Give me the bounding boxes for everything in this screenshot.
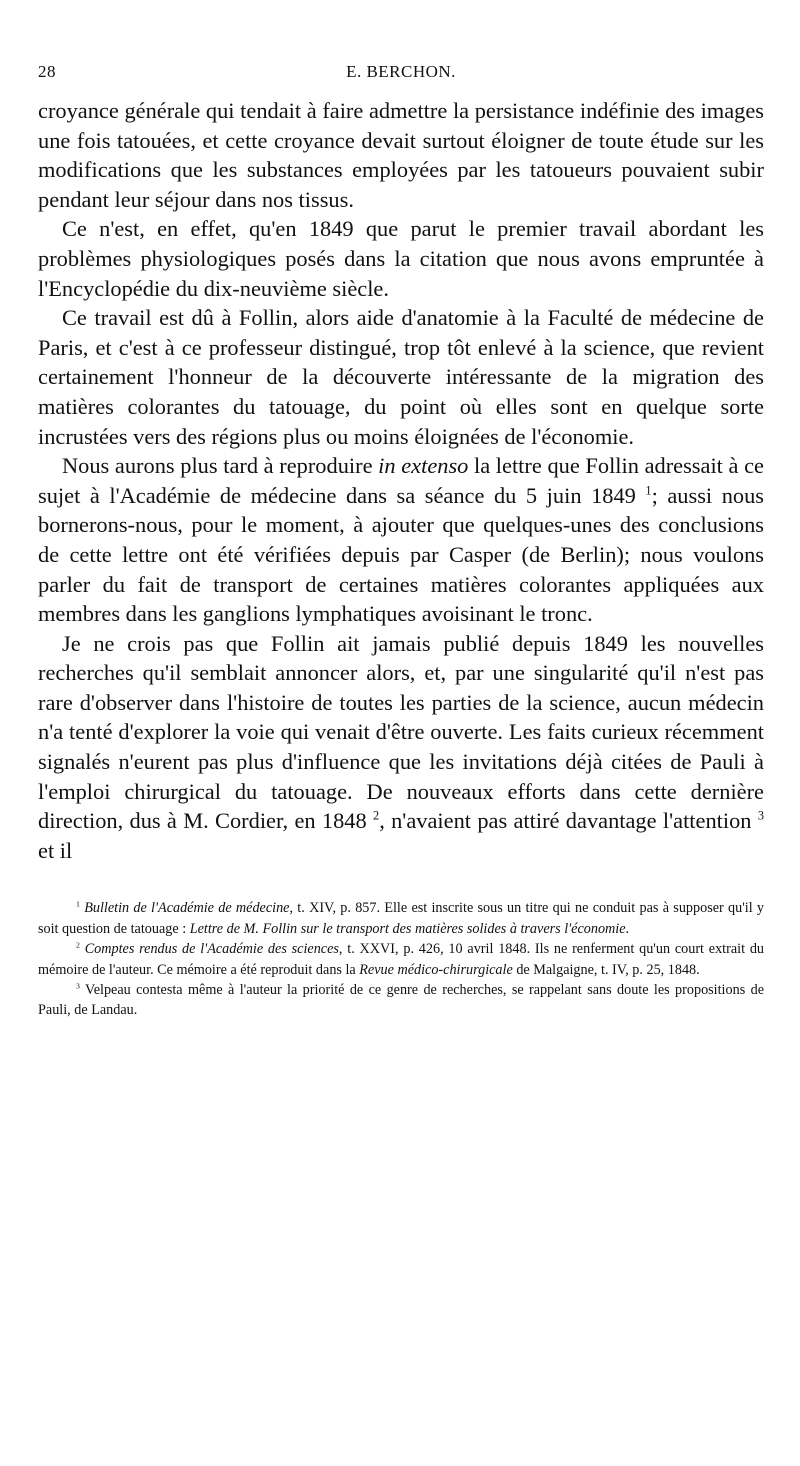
text-run: Ce n'est, en effet, qu'en 1849 que parut le premier travail abordant les problèmes physiologiques posés dans la citation que nous avons empruntée à l'Encyclopédie du dix-neuvième siècle. — [38, 216, 764, 301]
text-run: , t. XXVI, p. 426, 10 avril 1848. Ils ne renferment qu'un court extrait du mémoire de l'auteur. Ce mémoire a été reproduit dans la — [38, 941, 765, 978]
paragraph — [38, 214, 764, 303]
text-run: Ce travail est dû à Follin, alors aide d'anatomie à la Faculté de médecine de Paris, et c'est à ce professeur distingué, trop tôt enlevé à la science, que revient certainement l'honneur de la découverte intéressante de la migration des matières colorantes du tatouage, du point où elles sont en quelque sorte incrustées vers des régions plus ou moins éloignées de l'économie. — [38, 305, 764, 449]
text-run: de Malgaigne, t. IV, p. 25, 1848. — [512, 961, 700, 978]
footnote-marker: 2 — [373, 808, 380, 823]
italic-text: Lettre de M. Follin sur le transport des matières solides à travers l'économie — [189, 920, 626, 937]
italic-text: Revue médico-chirurgicale — [359, 961, 513, 978]
italic-text: Bulletin de l'Académie de médecine — [84, 900, 290, 917]
paragraph — [38, 451, 764, 629]
footnote-marker: 1 — [76, 899, 80, 909]
footnote-marker: 1 — [645, 483, 652, 498]
text-run: . — [625, 920, 630, 937]
text-run: et il — [38, 837, 73, 863]
footnote-marker: 3 — [757, 808, 764, 823]
paragraph — [38, 303, 764, 451]
text-run: Nous aurons plus tard à reproduire — [62, 453, 379, 479]
text-run: Je ne crois pas que Follin ait jamais publié depuis 1849 les nouvelles recherches qu'il semblait annoncer alors, et, par une singularité qu'il n'est pas rare d'observer dans l'histoire de toutes les parties de la science, aucun médecin n'a tenté d'explorer la voie qui venait d'être ouverte. Les faits curieux récemment signalés n'eurent pas plus d'influence que les invitations déjà citées de Pauli à l'emploi chirurgical du tatouage. De nouveaux efforts dans cette dernière direction, dus à M. Cordier, en 1848 — [38, 630, 764, 834]
footnote — [38, 939, 764, 980]
italic-text: Comptes rendus de l'Académie des sciences — [84, 941, 339, 958]
main-text — [38, 96, 764, 865]
running-header — [38, 62, 764, 96]
footnotes — [38, 898, 764, 1020]
text-run: , n'avaient pas attiré davantage l'attention — [379, 808, 758, 834]
paragraph — [38, 629, 764, 866]
paragraph — [38, 96, 764, 214]
footnote — [38, 898, 764, 939]
footnote-marker: 3 — [76, 981, 80, 991]
book-page — [38, 62, 764, 1021]
page-number: 28 — [38, 62, 56, 81]
italic-text: in extenso — [378, 453, 469, 479]
text-run: croyance générale qui tendait à faire admettre la persistance indéfinie des images une fois tatouées, et cette croyance devait surtout éloigner de toute étude sur les modifications que les substances employées par les tatoueurs pouvaient subir pendant leur séjour dans nos tissus. — [38, 98, 764, 212]
text-run: la lettre que Follin adressait à ce sujet à l'Académie de médecine dans sa séance du 5 juin 1849 — [38, 453, 765, 508]
running-title: E. BERCHON. — [346, 62, 456, 81]
text-run: ; aussi nous bornerons-nous, pour le moment, à ajouter que quelques-unes des conclusions de cette lettre ont été vérifiées depuis par Casper (de Berlin); nous voulons parler du fait de transport de certaines matières colorantes appliquées aux membres dans les ganglions lymphatiques avoisinant le tronc. — [38, 482, 764, 627]
text-run: Velpeau contesta même à l'auteur la priorité de ce genre de recherches, se rappelant sans doute les propositions de Pauli, de Landau. — [38, 982, 764, 1019]
text-run: , t. XIV, p. 857. Elle est inscrite sous un titre qui ne conduit pas à supposer qu'il y soit question de tatouage : — [38, 900, 765, 937]
footnote — [38, 980, 764, 1021]
footnote-marker: 2 — [76, 940, 80, 950]
